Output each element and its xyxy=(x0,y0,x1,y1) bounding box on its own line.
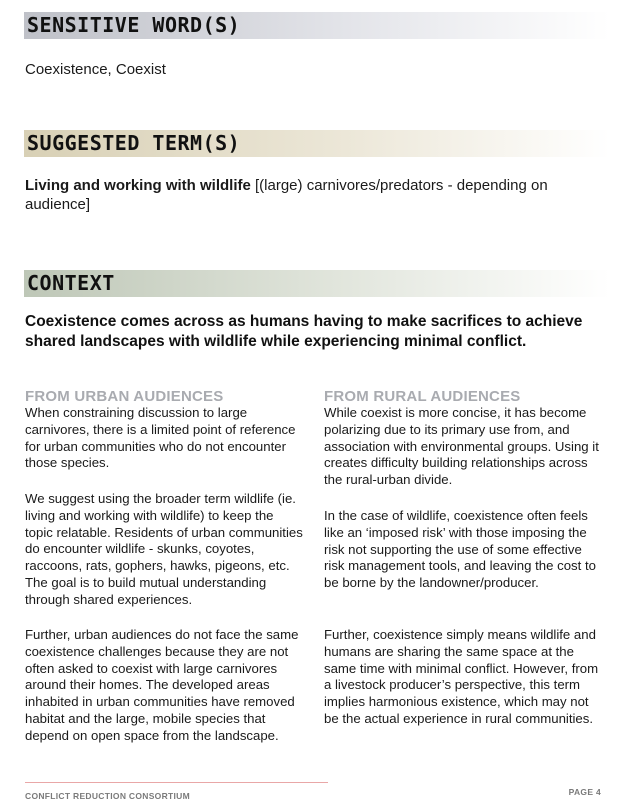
suggested-term-detail: [(large) carnivores/predators - depending on audience] xyxy=(25,177,548,213)
urban-paragraph: We suggest using the broader term wildlife (ie. living and working with wildlife) to keep the topic relatable. Residents of urban communities do encounter wildlife - skunks, coyotes, raccoons, rats, gophers, hawks, pigeons, etc. The goal is to build mutual understanding through shared experiences. xyxy=(25,491,303,607)
context-lead: Coexistence comes across as humans having to make sacrifices to achieve shared landscapes with wildlife while experiencing minimal conflict. xyxy=(25,313,583,350)
urban-column-title: FROM URBAN AUDIENCES xyxy=(25,388,224,405)
urban-paragraph: When constraining discussion to large carnivores, there is a limited point of reference for urban communities who do not encounter those species. xyxy=(25,405,296,471)
rural-paragraph: In the case of wildlife, coexistence often feels like an ‘imposed risk’ with those imposing the risk not supporting the use of some effective risk management tools, and leaving the cost to be borne by the landowner/producer. xyxy=(324,508,596,591)
page-number: PAGE 4 xyxy=(568,787,601,797)
sensitive-words: Coexistence, Coexist xyxy=(25,61,166,78)
urban-paragraph: Further, urban audiences do not face the same coexistence challenges because they are not often asked to coexist with large carnivores around their homes. The developed areas inhabited in urban communities have removed habitat and the large, mobile species that depend on open space from the landscape. xyxy=(25,627,299,743)
context-heading: CONTEXT xyxy=(27,271,115,295)
sensitive-heading: SENSITIVE WORD(S) xyxy=(27,13,241,37)
suggested-heading: SUGGESTED TERM(S) xyxy=(27,131,241,155)
footer-divider xyxy=(25,782,328,783)
footer-organization: CONFLICT REDUCTION CONSORTIUM xyxy=(25,791,190,801)
rural-column-title: FROM RURAL AUDIENCES xyxy=(324,388,521,405)
rural-paragraph: Further, coexistence simply means wildlife and humans are sharing the same space at the same time with minimal conflict. However, from a livestock producer’s perspective, this term implies harmonious existence, which may not be the actual experience in rural communities. xyxy=(324,627,599,726)
suggested-term-primary: Living and working with wildlife xyxy=(25,177,251,194)
rural-paragraph: While coexist is more concise, it has become polarizing due to its primary use from, and association with environmental groups. Using it creates difficulty building relationships across the rural-urban divide. xyxy=(324,405,599,488)
suggested-terms xyxy=(25,176,595,214)
